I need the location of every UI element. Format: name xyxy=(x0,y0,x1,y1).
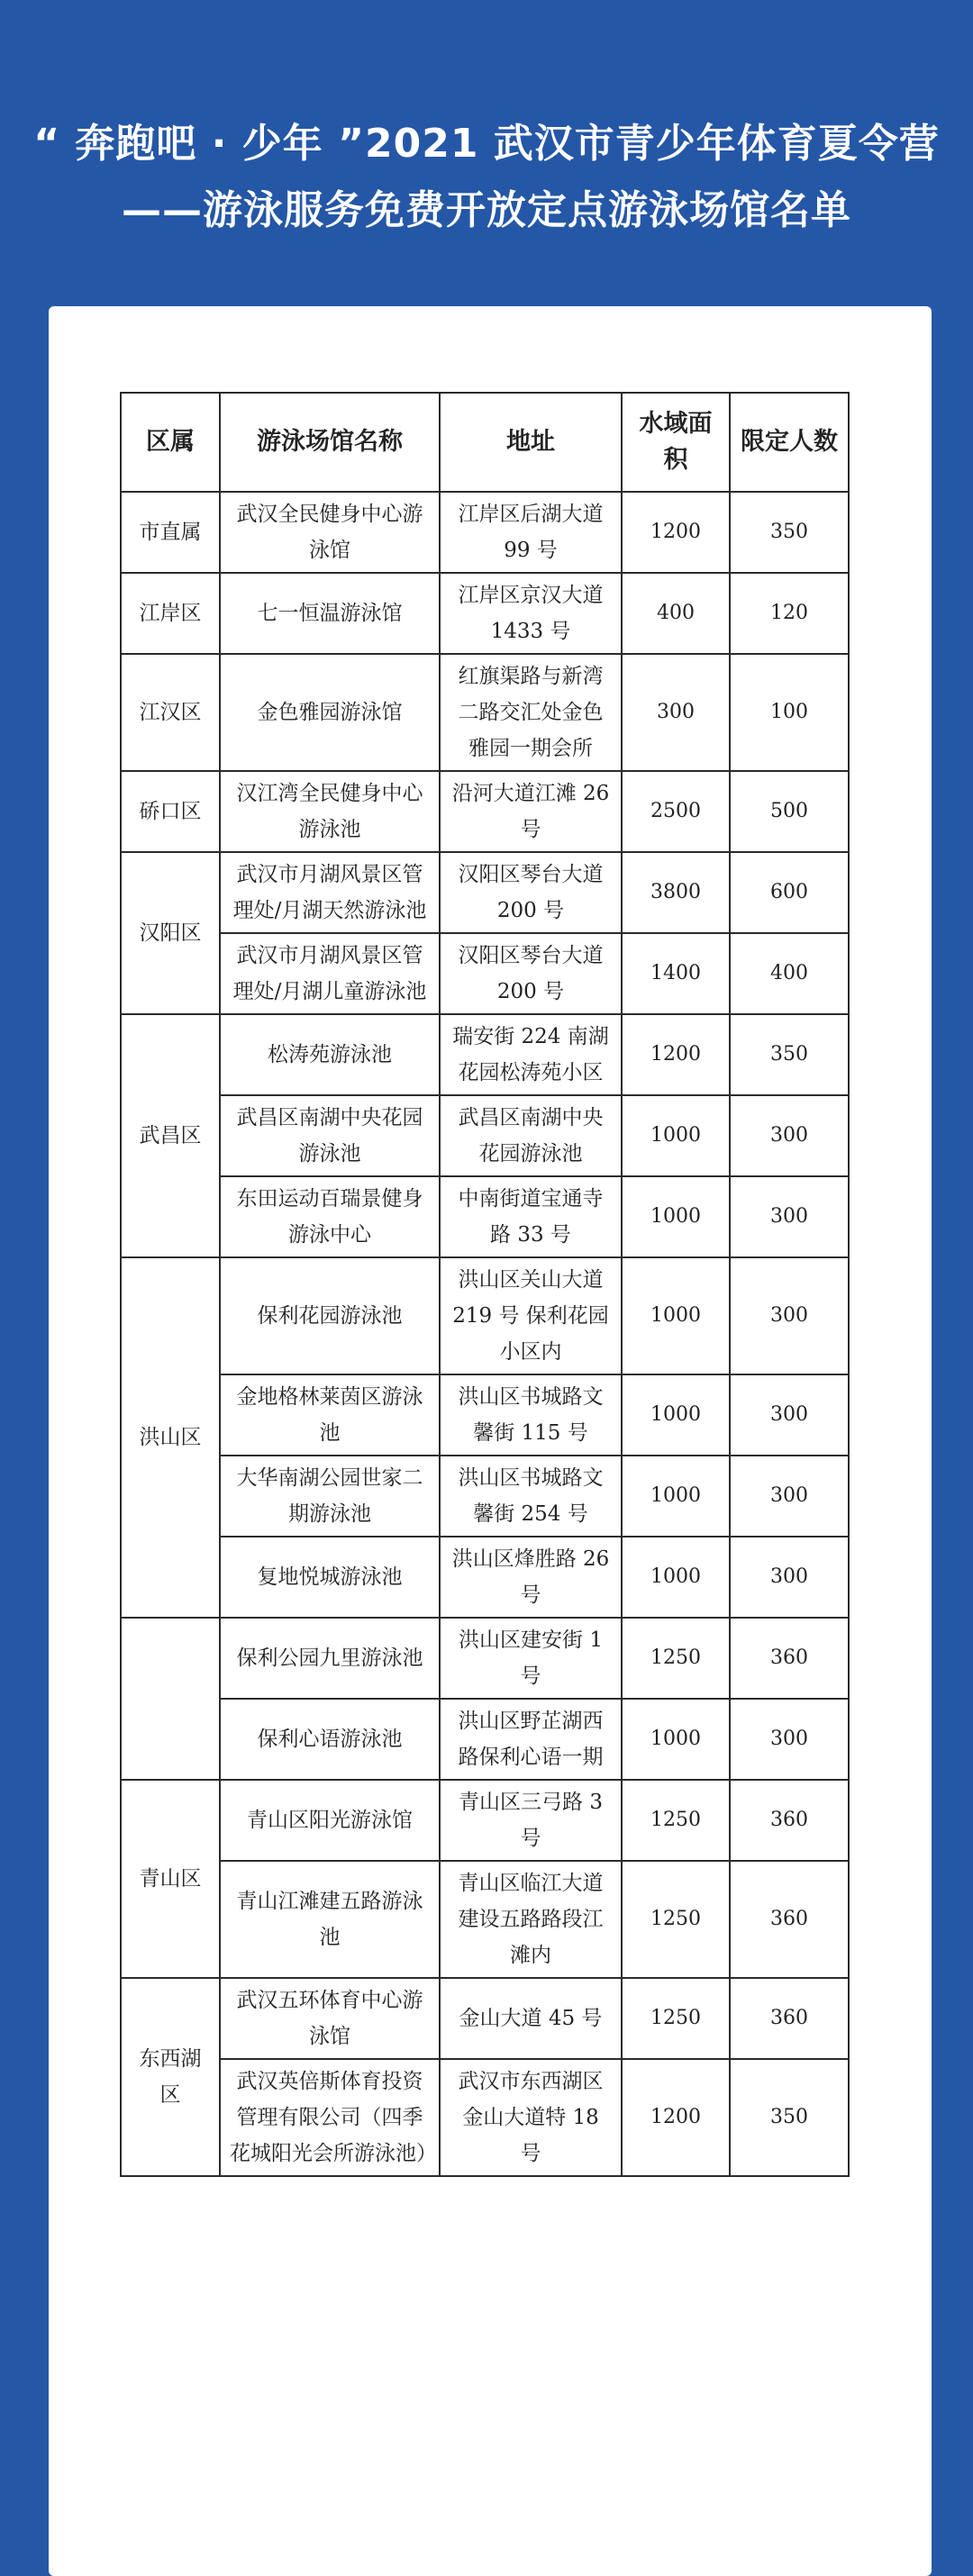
water-area-cell: 1250 xyxy=(622,1618,730,1699)
venue-name-cell: 武汉全民健身中心游泳馆 xyxy=(220,492,440,573)
venue-table xyxy=(120,392,850,2177)
table-row xyxy=(121,1014,849,1095)
district-cell: 汉阳区 xyxy=(121,852,220,1014)
address-cell: 汉阳区琴台大道 200 号 xyxy=(440,933,622,1014)
water-area-cell: 1400 xyxy=(622,933,730,1014)
address-cell: 武汉市东西湖区金山大道特 18 号 xyxy=(440,2059,622,2176)
venue-name-cell: 七一恒温游泳馆 xyxy=(220,573,440,654)
address-cell: 洪山区书城路文馨街 115 号 xyxy=(440,1374,622,1456)
table-row xyxy=(121,1374,849,1456)
water-area-cell: 1250 xyxy=(622,1861,730,1978)
page-title-line-2: ——游泳服务免费开放定点游泳场馆名单 xyxy=(122,187,851,233)
table-row xyxy=(121,1176,849,1257)
venue-name-cell: 东田运动百瑞景健身游泳中心 xyxy=(220,1176,440,1257)
district-cell: 江岸区 xyxy=(121,573,220,654)
district-cell: 硚口区 xyxy=(121,771,220,852)
table-row xyxy=(121,852,849,933)
capacity-limit-cell: 300 xyxy=(730,1699,849,1780)
capacity-limit-cell: 300 xyxy=(730,1374,849,1456)
table-header-row xyxy=(121,393,849,492)
capacity-limit-cell: 360 xyxy=(730,1861,849,1978)
capacity-limit-cell: 300 xyxy=(730,1176,849,1257)
page-title-line-1: “ 奔跑吧 · 少年 ”2021 武汉市青少年体育夏令营 xyxy=(33,121,940,167)
table-row xyxy=(121,573,849,654)
venue-name-cell: 保利公园九里游泳池 xyxy=(220,1618,440,1699)
address-cell: 武昌区南湖中央花园游泳池 xyxy=(440,1095,622,1176)
district-cell: 市直属 xyxy=(121,492,220,573)
water-area-cell: 1200 xyxy=(622,2059,730,2176)
water-area-cell: 1250 xyxy=(622,1780,730,1861)
address-cell: 洪山区烽胜路 26 号 xyxy=(440,1537,622,1618)
venue-name-cell: 松涛苑游泳池 xyxy=(220,1014,440,1095)
venue-name-cell: 复地悦城游泳池 xyxy=(220,1537,440,1618)
table-row xyxy=(121,492,849,573)
column-header: 游泳场馆名称 xyxy=(220,393,440,492)
water-area-cell: 1200 xyxy=(622,492,730,573)
address-cell: 洪山区野芷湖西路保利心语一期 xyxy=(440,1699,622,1780)
table-row xyxy=(121,1537,849,1618)
column-header: 区属 xyxy=(121,393,220,492)
table-row xyxy=(121,933,849,1014)
venue-name-cell: 大华南湖公园世家二期游泳池 xyxy=(220,1456,440,1537)
venue-name-cell: 武汉市月湖风景区管理处/月湖儿童游泳池 xyxy=(220,933,440,1014)
water-area-cell: 1000 xyxy=(622,1176,730,1257)
capacity-limit-cell: 300 xyxy=(730,1456,849,1537)
water-area-cell: 2500 xyxy=(622,771,730,852)
capacity-limit-cell: 350 xyxy=(730,492,849,573)
district-cell: 东西湖区 xyxy=(121,1978,220,2176)
table-row xyxy=(121,1861,849,1978)
water-area-cell: 1000 xyxy=(622,1257,730,1374)
table-row xyxy=(121,1978,849,2059)
venue-name-cell: 武汉五环体育中心游泳馆 xyxy=(220,1978,440,2059)
water-area-cell: 1000 xyxy=(622,1095,730,1176)
capacity-limit-cell: 350 xyxy=(730,1014,849,1095)
address-cell: 汉阳区琴台大道 200 号 xyxy=(440,852,622,933)
column-header: 水域面积 xyxy=(622,393,730,492)
table-row xyxy=(121,654,849,771)
address-cell: 沿河大道江滩 26 号 xyxy=(440,771,622,852)
venue-name-cell: 保利花园游泳池 xyxy=(220,1257,440,1374)
address-cell: 瑞安街 224 南湖花园松涛苑小区 xyxy=(440,1014,622,1095)
district-cell: 洪山区 xyxy=(121,1257,220,1618)
address-cell: 红旗渠路与新湾二路交汇处金色雅园一期会所 xyxy=(440,654,622,771)
capacity-limit-cell: 360 xyxy=(730,1618,849,1699)
address-cell: 金山大道 45 号 xyxy=(440,1978,622,2059)
venue-name-cell: 青山江滩建五路游泳池 xyxy=(220,1861,440,1978)
district-cell: 武昌区 xyxy=(121,1014,220,1257)
venue-table-body xyxy=(121,492,849,2176)
venue-name-cell: 青山区阳光游泳馆 xyxy=(220,1780,440,1861)
venue-name-cell: 保利心语游泳池 xyxy=(220,1699,440,1780)
district-cell: 江汉区 xyxy=(121,654,220,771)
capacity-limit-cell: 500 xyxy=(730,771,849,852)
capacity-limit-cell: 300 xyxy=(730,1257,849,1374)
content-card xyxy=(49,306,932,2576)
table-row xyxy=(121,771,849,852)
address-cell: 洪山区关山大道 219 号 保利花园小区内 xyxy=(440,1257,622,1374)
page-header xyxy=(0,0,973,306)
table-row xyxy=(121,1095,849,1176)
address-cell: 青山区三弓路 3 号 xyxy=(440,1780,622,1861)
capacity-limit-cell: 300 xyxy=(730,1095,849,1176)
capacity-limit-cell: 100 xyxy=(730,654,849,771)
table-row xyxy=(121,2059,849,2176)
capacity-limit-cell: 400 xyxy=(730,933,849,1014)
water-area-cell: 1200 xyxy=(622,1014,730,1095)
table-row xyxy=(121,1456,849,1537)
address-cell: 中南街道宝通寺路 33 号 xyxy=(440,1176,622,1257)
address-cell: 洪山区建安街 1 号 xyxy=(440,1618,622,1699)
venue-name-cell: 汉江湾全民健身中心游泳池 xyxy=(220,771,440,852)
district-cell: 青山区 xyxy=(121,1780,220,1978)
venue-name-cell: 武汉市月湖风景区管理处/月湖天然游泳池 xyxy=(220,852,440,933)
venue-name-cell: 金地格林莱茵区游泳池 xyxy=(220,1374,440,1456)
capacity-limit-cell: 350 xyxy=(730,2059,849,2176)
address-cell: 洪山区书城路文馨街 254 号 xyxy=(440,1456,622,1537)
capacity-limit-cell: 600 xyxy=(730,852,849,933)
venue-name-cell: 金色雅园游泳馆 xyxy=(220,654,440,771)
water-area-cell: 1000 xyxy=(622,1456,730,1537)
capacity-limit-cell: 120 xyxy=(730,573,849,654)
district-cell xyxy=(121,1618,220,1780)
water-area-cell: 1250 xyxy=(622,1978,730,2059)
address-cell: 江岸区后湖大道 99 号 xyxy=(440,492,622,573)
water-area-cell: 1000 xyxy=(622,1537,730,1618)
table-row xyxy=(121,1699,849,1780)
column-header: 地址 xyxy=(440,393,622,492)
table-row xyxy=(121,1618,849,1699)
water-area-cell: 1000 xyxy=(622,1374,730,1456)
venue-name-cell: 武昌区南湖中央花园游泳池 xyxy=(220,1095,440,1176)
venue-name-cell: 武汉英倍斯体育投资管理有限公司（四季花城阳光会所游泳池） xyxy=(220,2059,440,2176)
table-row xyxy=(121,1257,849,1374)
water-area-cell: 1000 xyxy=(622,1699,730,1780)
column-header: 限定人数 xyxy=(730,393,849,492)
address-cell: 青山区临江大道建设五路路段江滩内 xyxy=(440,1861,622,1978)
water-area-cell: 300 xyxy=(622,654,730,771)
water-area-cell: 400 xyxy=(622,573,730,654)
capacity-limit-cell: 360 xyxy=(730,1780,849,1861)
capacity-limit-cell: 360 xyxy=(730,1978,849,2059)
address-cell: 江岸区京汉大道 1433 号 xyxy=(440,573,622,654)
water-area-cell: 3800 xyxy=(622,852,730,933)
table-row xyxy=(121,1780,849,1861)
capacity-limit-cell: 300 xyxy=(730,1537,849,1618)
